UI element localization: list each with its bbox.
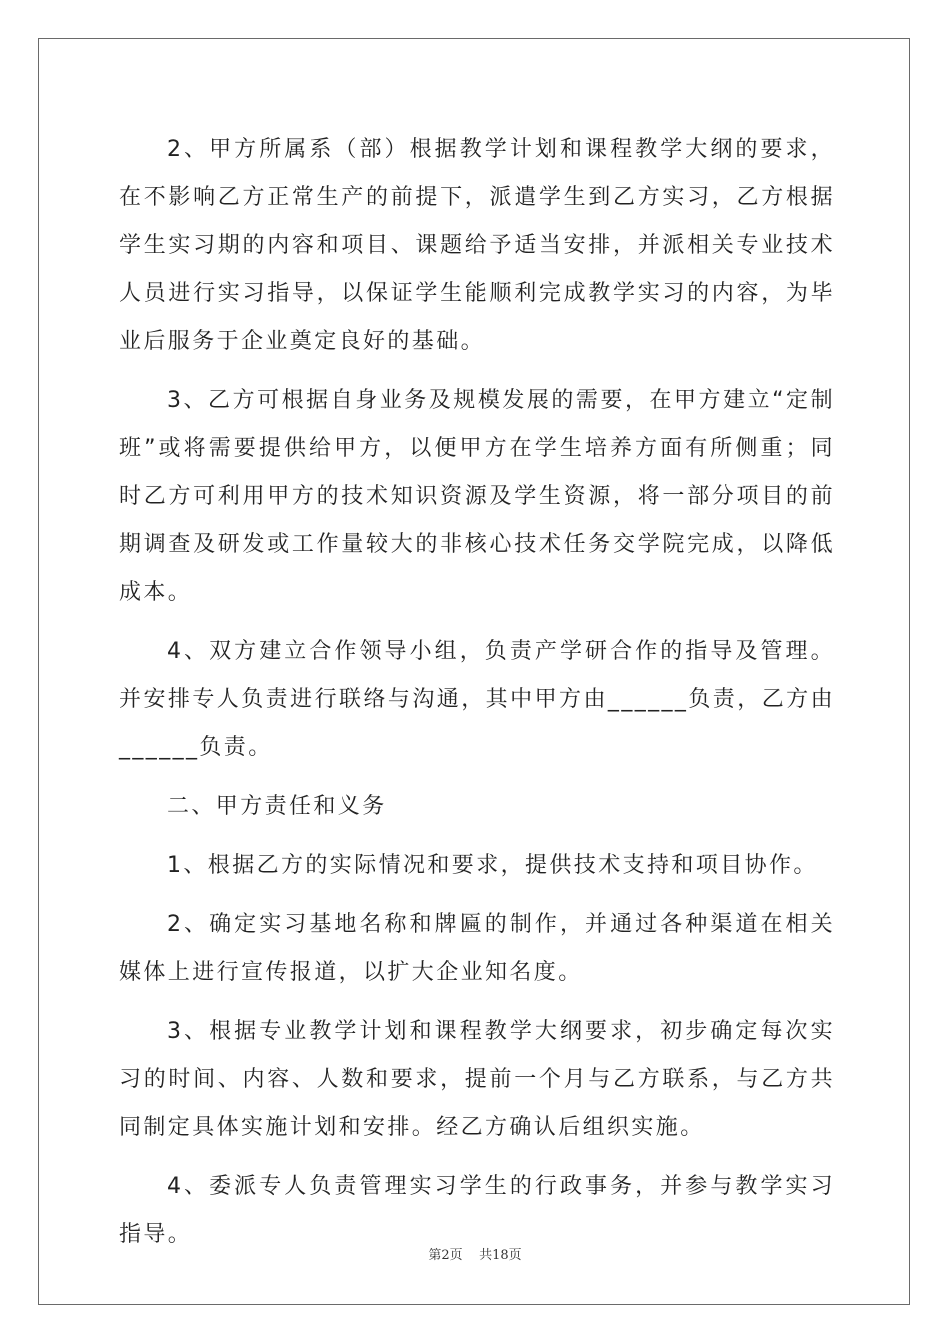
paragraph-2: 3、乙方可根据自身业务及规模发展的需要，在甲方建立“定制班”或将需要提供给甲方，以便甲方在学生培养方面有所侧重；同时乙方可利用甲方的技术知识资源及学生资源，将一部分项目的前期调查及研发或工作量较大的非核心技术任务交学院完成，以降低成本。	[119, 388, 835, 605]
section-paragraph-4: 4、委派专人负责管理实习学生的行政事务，并参与教学实习指导。	[119, 1174, 835, 1247]
section-paragraph-1: 1、根据乙方的实际情况和要求，提供技术支持和项目协作。	[167, 853, 818, 878]
section-paragraph-3: 3、根据专业教学计划和课程教学大纲要求，初步确定每次实习的时间、内容、人数和要求，提前一个月与乙方联系，与乙方共同制定具体实施计划和安排。经乙方确认后组织实施。	[119, 1019, 835, 1140]
section-paragraph-2: 2、确定实习基地名称和牌匾的制作，并通过各种渠道在相关媒体上进行宣传报道，以扩大企业知名度。	[119, 912, 835, 985]
page-footer	[0, 1244, 950, 1263]
page-total: 共18页	[479, 1248, 522, 1263]
paragraph-3: 4、双方建立合作领导小组，负责产学研合作的指导及管理。并安排专人负责进行联络与沟通，其中甲方由______负责，乙方由______负责。	[119, 639, 835, 760]
page-number: 第2页	[428, 1248, 463, 1263]
paragraph-1: 2、甲方所属系（部）根据教学计划和课程教学大纲的要求，在不影响乙方正常生产的前提下，派遣学生到乙方实习，乙方根据学生实习期的内容和项目、课题给予适当安排，并派相关专业技术人员进行实习指导，以保证学生能顺利完成教学实习的内容，为毕业后服务于企业奠定良好的基础。	[119, 137, 835, 354]
document-body	[119, 126, 835, 1270]
section-heading: 二、甲方责任和义务	[167, 794, 387, 819]
